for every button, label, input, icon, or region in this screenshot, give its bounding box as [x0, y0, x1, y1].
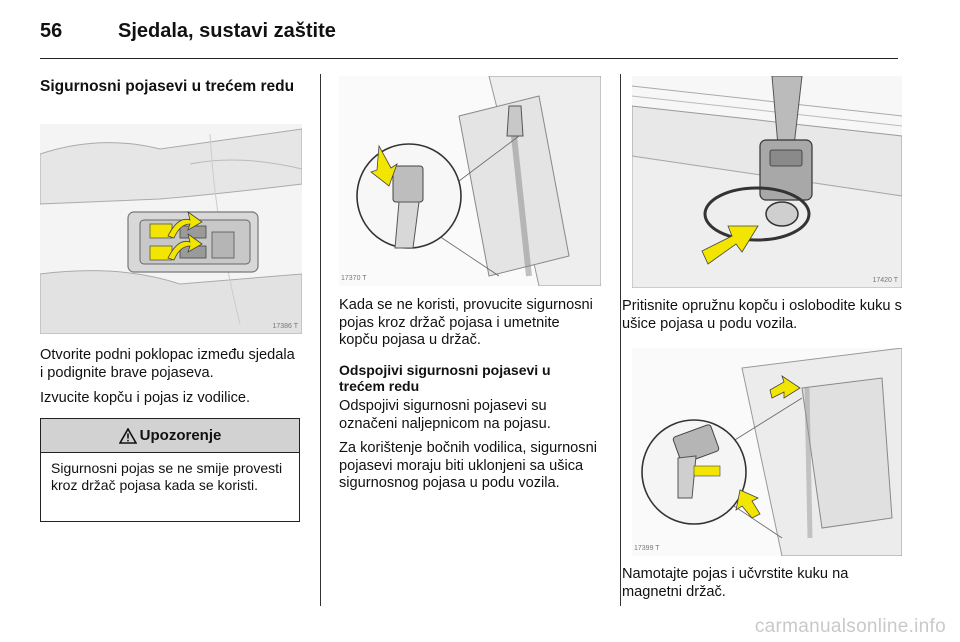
figure-code: 17420 T	[872, 277, 898, 284]
warning-box	[40, 418, 300, 522]
subheading: Odspojivi sigurnosni pojasevi u trećem redu	[339, 362, 551, 394]
figure-belt-holder	[339, 76, 601, 286]
paragraph: Namotajte pojas i učvrstite kuku na magnetni držač.	[622, 566, 849, 600]
warning-triangle-icon	[119, 428, 137, 444]
paragraph: Pritisnite opružnu kopču i oslobodite kuku s ušice pojasa u podu vozila.	[622, 298, 902, 332]
page-number: 56	[40, 20, 63, 42]
seat-latch-illustration	[40, 124, 302, 334]
paragraph: Kada se ne koristi, provucite sigurnosni pojas kroz držač pojasa i umetnite kopču pojasa u držač.	[339, 297, 593, 348]
watermark: carmanualsonline.info	[754, 616, 946, 637]
figure-belt-retract	[632, 348, 902, 556]
paragraph: Otvorite podni poklopac između sjedala i podignite brave pojaseva.	[40, 347, 295, 381]
warning-title: Upozorenje	[139, 427, 222, 444]
belt-retract-illustration	[632, 348, 902, 556]
figure-code: 17386 T	[272, 323, 298, 330]
figure-floor-eyelet	[632, 76, 902, 288]
column-divider-1	[320, 74, 321, 606]
page-title: Sjedala, sustavi zaštite	[118, 20, 336, 42]
section-heading: Sigurnosni pojasevi u trećem redu	[40, 78, 295, 95]
paragraph: Za korištenje bočnih vodilica, sigurnosni pojasevi moraju biti uklonjeni sa ušica sigurnosnog pojasa u podu vozila.	[339, 440, 597, 491]
figure-code: 17370 T	[341, 275, 367, 282]
warning-header	[41, 419, 299, 453]
paragraph: Odspojivi sigurnosni pojasevi su označeni naljepnicom na pojasu.	[339, 398, 551, 432]
belt-holder-illustration	[339, 76, 601, 286]
column-1	[40, 74, 302, 96]
paragraph: Izvucite kopču i pojas iz vodilice.	[40, 390, 251, 406]
warning-text: Sigurnosni pojas se ne smije provesti kroz držač pojasa kada se koristi.	[51, 460, 283, 493]
column-divider-2	[620, 74, 621, 606]
page-header	[40, 20, 336, 50]
figure-code: 17399 T	[634, 545, 660, 552]
figure-seat-latch	[40, 124, 302, 334]
floor-eyelet-illustration	[632, 76, 902, 288]
header-rule	[40, 58, 898, 59]
